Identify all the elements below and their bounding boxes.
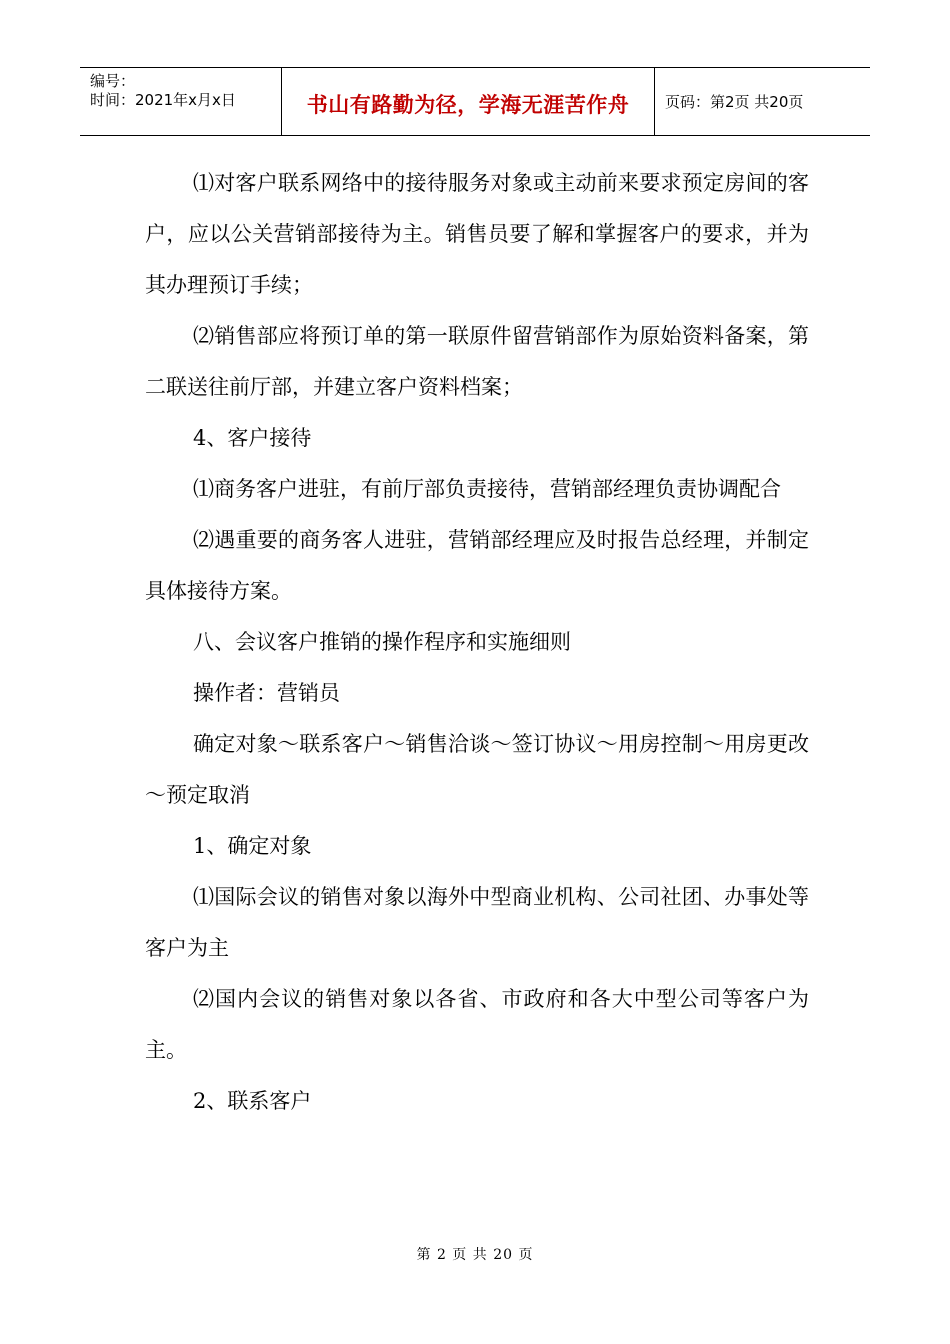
section-heading: 2、联系客户 [193,1089,312,1113]
paragraph: ⑴对客户联系网络中的接待服务对象或主动前来要求预定房间的客户，应以公关营销部接待为主。销售员要了解和掌握客户的要求，并为其办理预订手续； [145,171,809,297]
header-page-code: 页码：第2页 共20页 [665,93,804,111]
section-heading: 八、会议客户推销的操作程序和实施细则 [193,630,571,654]
section-heading: 4、客户接待 [193,426,312,450]
header-page-cell [655,68,870,135]
serial-number-label: 编号： [90,72,136,90]
header-motto-cell [282,68,655,135]
document-body [145,158,809,1127]
paragraph: ⑴商务客户进驻，有前厅部负责接待，营销部经理负责协调配合 [193,477,781,501]
paragraph: ⑴国际会议的销售对象以海外中型商业机构、公司社团、办事处等客户为主 [145,885,809,960]
header-meta-cell [80,68,282,135]
document-header [80,67,870,136]
paragraph: 操作者：营销员 [193,681,340,705]
paragraph: 确定对象～联系客户～销售洽谈～签订协议～用房控制～用房更改～预定取消 [145,732,809,807]
page-footer: 第 2 页 共 20 页 [416,1247,534,1263]
paragraph: ⑵销售部应将预订单的第一联原件留营销部作为原始资料备案，第二联送往前厅部，并建立客户资料档案； [145,324,809,399]
paragraph: ⑵国内会议的销售对象以各省、市政府和各大中型公司等客户为主。 [145,987,809,1062]
paragraph: ⑵遇重要的商务客人进驻，营销部经理应及时报告总经理，并制定具体接待方案。 [145,528,809,603]
header-motto: 书山有路勤为径，学海无涯苦作舟 [306,92,630,117]
date-label: 时间：2021年x月x日 [90,91,236,109]
section-heading: 1、确定对象 [193,834,312,858]
